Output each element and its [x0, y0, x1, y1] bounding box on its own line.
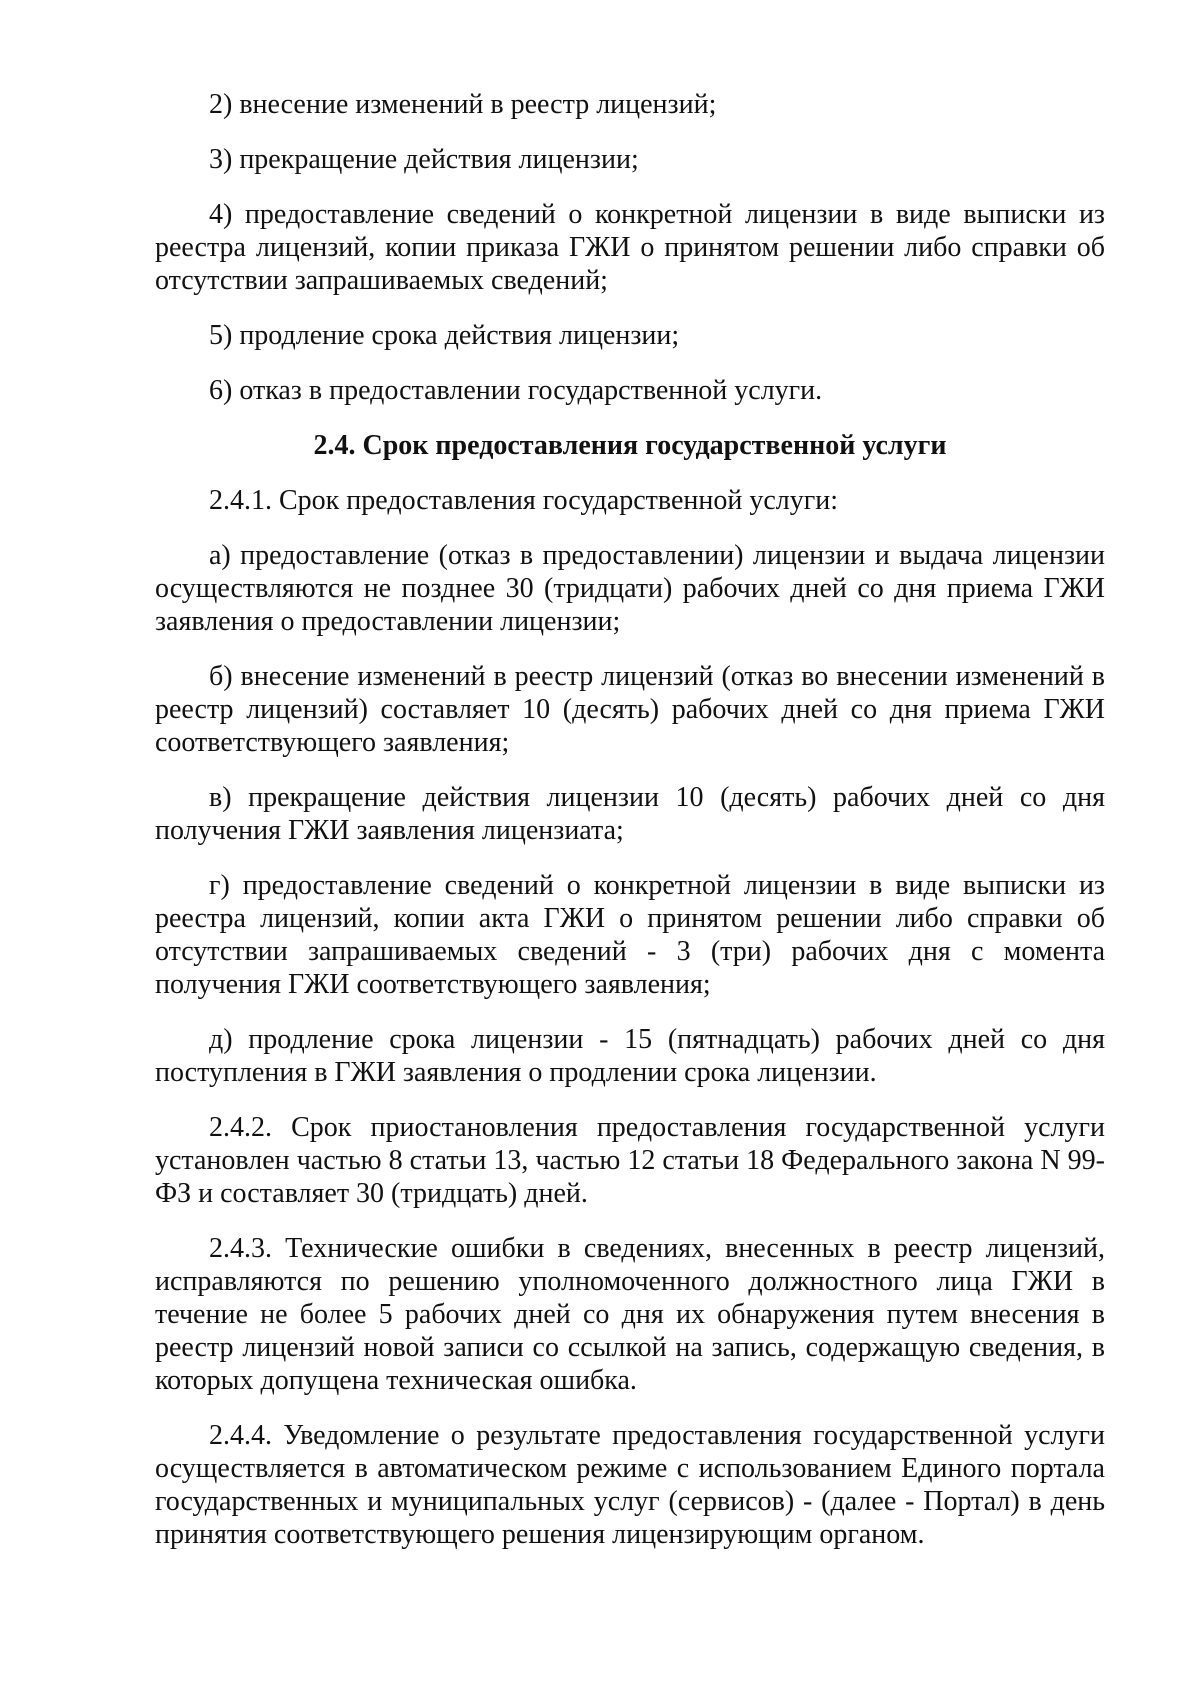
list-item-5: 5) продление срока действия лицензии; — [209, 320, 680, 351]
clause-g: г) предоставление сведений о конкретной лицензии в виде выписки из реестра лицензий, копии акта ГЖИ о принятом решении либо справки об отсутствии запрашиваемых сведений - 3 (три) рабочих дня с момента получения ГЖИ соответствующего заявления; — [155, 870, 1105, 1000]
list-item-2: 2) внесение изменений в реестр лицензий; — [209, 89, 717, 120]
list-item-4: 4) предоставление сведений о конкретной лицензии в виде выписки из реестра лицензий, копии приказа ГЖИ о принятом решении либо справки об отсутствии запрашиваемых сведений; — [155, 199, 1105, 296]
clause-2-4-3: 2.4.3. Технические ошибки в сведениях, внесенных в реестр лицензий, исправляются по решению уполномоченного должностного лица ГЖИ в течение не более 5 рабочих дней со дня их обнаружения путем внесения в реестр лицензий новой записи со ссылкой на запись, содержащую сведения, в которых допущена техническая ошибка. — [155, 1233, 1105, 1396]
clause-b: б) внесение изменений в реестр лицензий (отказ во внесении изменений в реестр лицензий) составляет 10 (десять) рабочих дней со дня приема ГЖИ соответствующего заявления; — [155, 661, 1105, 758]
clause-2-4-2: 2.4.2. Срок приостановления предоставления государственной услуги установлен частью 8 статьи 13, частью 12 статьи 18 Федерального закона N 99-ФЗ и составляет 30 (тридцать) дней. — [155, 1112, 1105, 1209]
section-heading: 2.4. Срок предоставления государственной услуги — [313, 430, 947, 461]
clause-2-4-1: 2.4.1. Срок предоставления государственной услуги: — [209, 485, 839, 516]
list-item-3: 3) прекращение действия лицензии; — [209, 144, 639, 175]
clause-d: д) продление срока лицензии - 15 (пятнадцать) рабочих дней со дня поступления в ГЖИ заявления о продлении срока лицензии. — [155, 1024, 1105, 1088]
clause-a: а) предоставление (отказ в предоставлении) лицензии и выдача лицензии осуществляются не позднее 30 (тридцати) рабочих дней со дня приема ГЖИ заявления о предоставлении лицензии; — [155, 540, 1105, 637]
clause-2-4-4: 2.4.4. Уведомление о результате предоставления государственной услуги осуществляется в автоматическом режиме с использованием Единого портала государственных и муниципальных услуг (сервисов) - (далее - Портал) в день принятия соответствующего решения лицензирующим органом. — [155, 1420, 1105, 1550]
list-item-6: 6) отказ в предоставлении государственной услуги. — [209, 375, 823, 406]
document-page — [155, 88, 1105, 1573]
clause-v: в) прекращение действия лицензии 10 (десять) рабочих дней со дня получения ГЖИ заявления лицензиата; — [155, 782, 1105, 846]
